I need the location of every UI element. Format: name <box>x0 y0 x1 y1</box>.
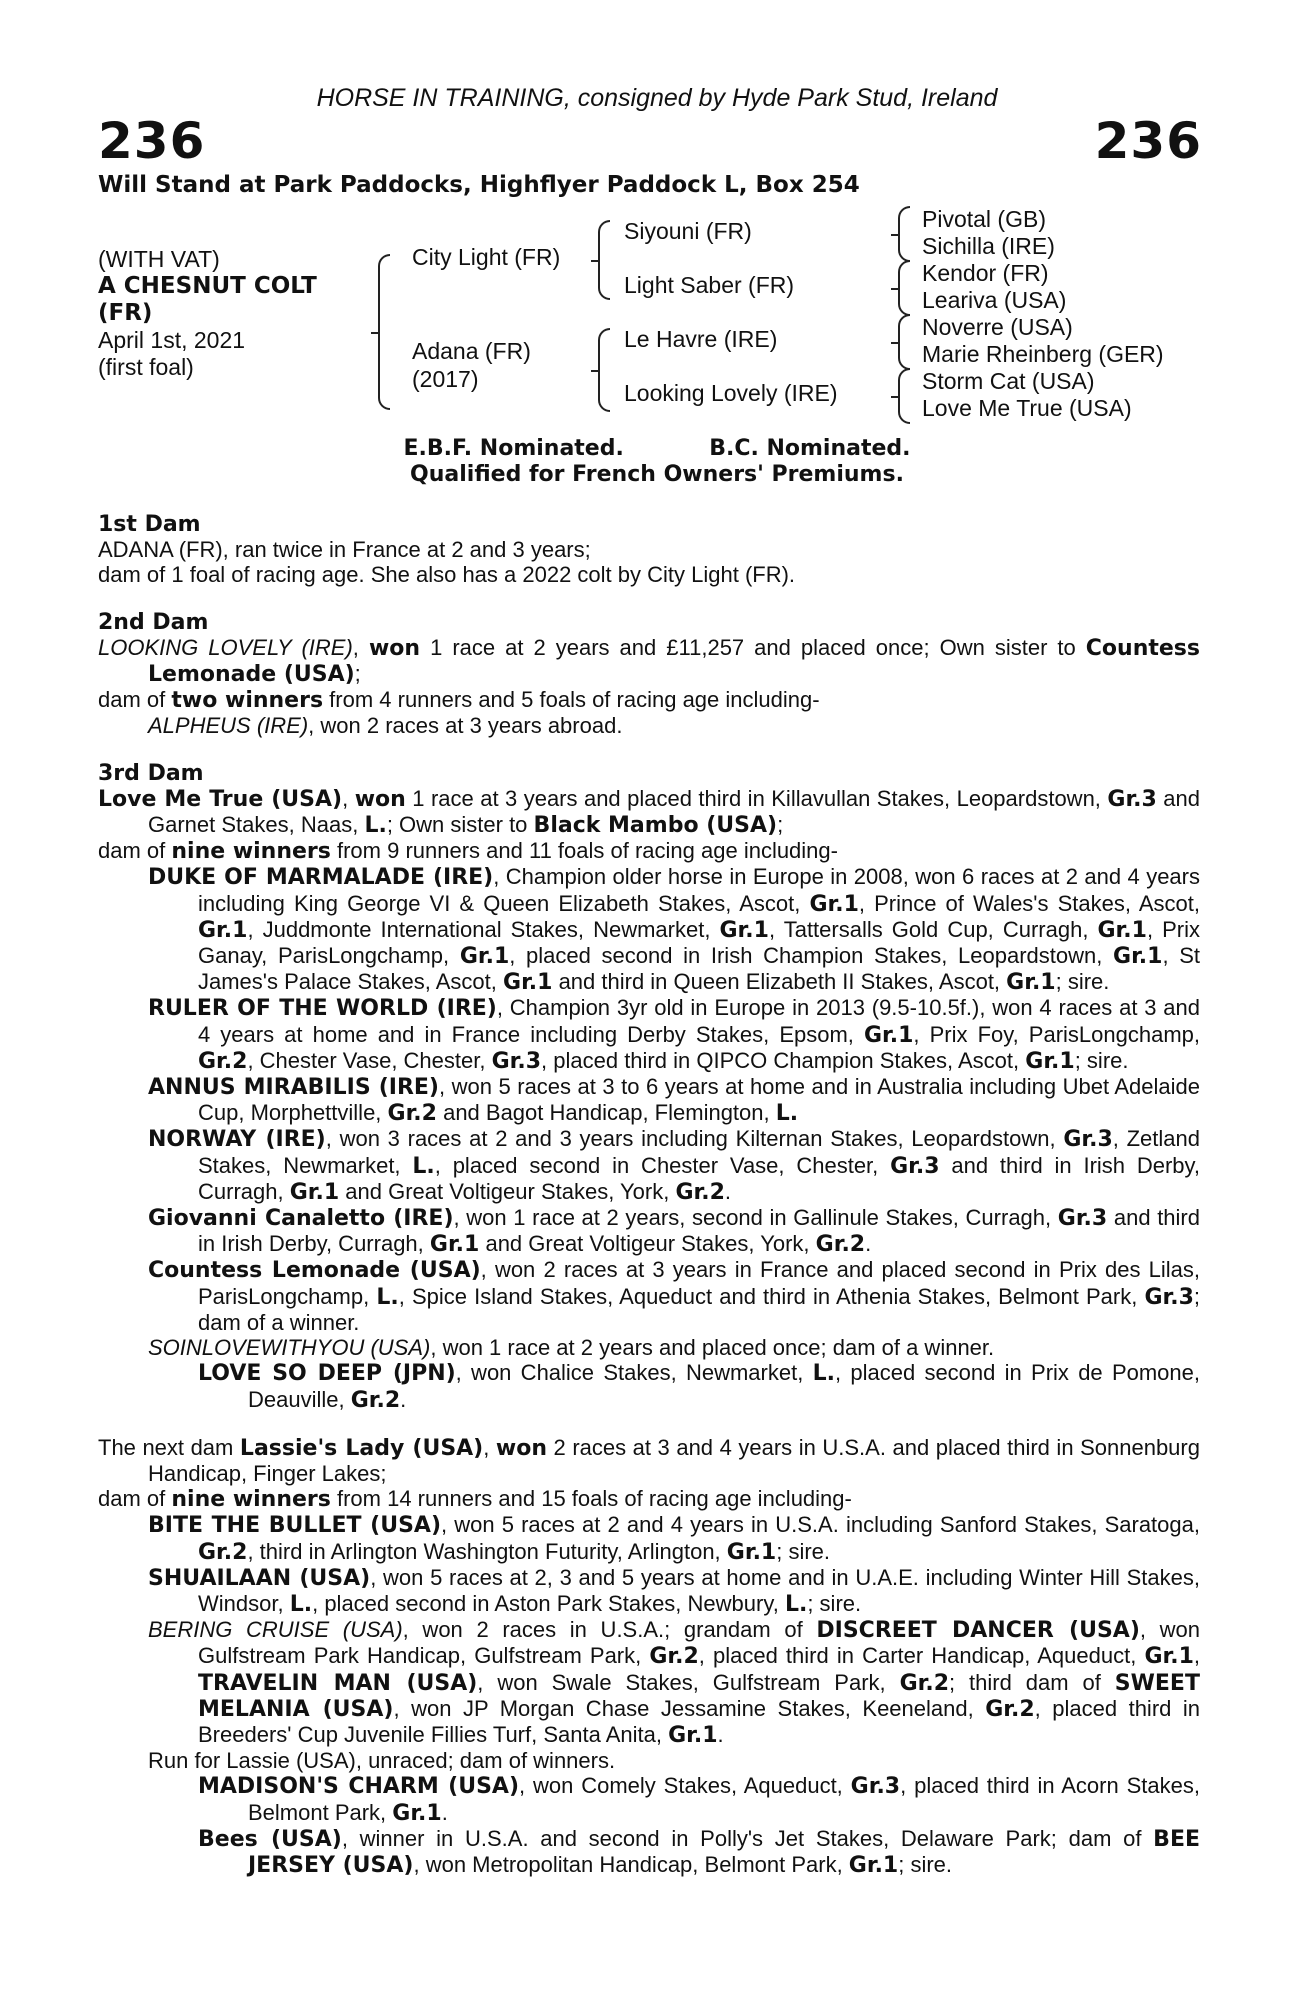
bc-nominated: B.C. Nominated. <box>709 436 911 461</box>
foal-note: (first foal) <box>98 354 194 380</box>
second-dam-text: LOOKING LOVELY (IRE), won 1 race at 2 years and £11,257 and placed once; Own sister to Countess Lemonade (USA); <box>98 634 1200 688</box>
produce-entry: BITE THE BULLET (USA), won 5 races at 2 and 4 years in U.S.A. including Sanford Stakes, Saratoga, Gr.2, third in Arlington Washington Futurity, Arlington, Gr.1; sire. <box>148 1512 1200 1565</box>
produce-entry: Run for Lassie (USA), unraced; dam of winners. <box>148 1748 616 1774</box>
dam: Adana (FR) <box>412 338 531 364</box>
lot-number-left: 236 <box>98 112 206 170</box>
produce-entry: ANNUS MIRABILIS (IRE), won 5 races at 3 to 6 years at home and in Australia including Ubet Adelaide Cup, Morphettville, Gr.2 and Bagot Handicap, Flemington, L. <box>148 1074 1200 1127</box>
pedigree-brace-sire <box>598 220 610 300</box>
pedigree-brace-g3-2 <box>898 260 910 316</box>
french-premiums: Qualified for French Owners' Premiums. <box>410 462 904 487</box>
produce-entry: NORWAY (IRE), won 3 races at 2 and 3 years including Kilternan Stakes, Leopardstown, Gr.3, Zetland Stakes, Newmarket, L., placed second in Chester Vase, Chester, Gr.3 and third in Irish Derby, Curragh, Gr.1 and Great Voltigeur Stakes, York, Gr.2. <box>148 1126 1200 1205</box>
second-dam-text: dam of two winners from 4 runners and 5 foals of racing age including- <box>98 687 820 714</box>
pedigree-brace-dam <box>598 328 610 412</box>
produce-entry: LOVE SO DEEP (JPN), won Chalice Stakes, Newmarket, L., placed second in Prix de Pomone, Deauville, Gr.2. <box>198 1360 1200 1413</box>
g3-ancestor: Kendor (FR) <box>922 260 1049 286</box>
produce-entry: RULER OF THE WORLD (IRE), Champion 3yr old in Europe in 2013 (9.5-10.5f.), won 4 races at 3 and 4 years at home and in France including Derby Stakes, Epsom, Gr.1, Prix Foy, ParisLongchamp, Gr.2, Chester Vase, Chester, Gr.3, placed third in QIPCO Champion Stakes, Ascot, Gr.1; sire. <box>148 995 1200 1074</box>
foaling-date: April 1st, 2021 <box>98 327 246 353</box>
pedigree-brace-g3-4 <box>898 368 910 424</box>
lot-number-right: 236 <box>1094 112 1202 170</box>
third-dam-text: Love Me True (USA), won 1 race at 3 years and placed third in Killavullan Stakes, Leopardstown, Gr.3 and Garnet Stakes, Naas, L.; Own sister to Black Mambo (USA); <box>98 785 1200 839</box>
sire: City Light (FR) <box>412 244 561 270</box>
third-dam-heading: 3rd Dam <box>98 760 204 786</box>
produce-entry: Countess Lemonade (USA), won 2 races at 3 years in France and placed second in Prix des Lilas, ParisLongchamp, L., Spice Island Stakes, Aqueduct and third in Athenia Stakes, Belmont Park, Gr.3; dam of a winner. <box>148 1257 1201 1335</box>
g3-ancestor: Storm Cat (USA) <box>922 368 1095 394</box>
produce-entry: SHUAILAAN (USA), won 5 races at 2, 3 and 5 years at home and in U.A.E. including Winter Hill Stakes, Windsor, L., placed second in Aston Park Stakes, Newbury, L.; sire. <box>148 1564 1200 1617</box>
produce-entry: Bees (USA), winner in U.S.A. and second in Polly's Jet Stakes, Delaware Park; dam of BEE JERSEY (USA), won Metropolitan Handicap, Belmont Park, Gr.1; sire. <box>198 1825 1200 1878</box>
pedigree-brace-g3-3 <box>898 314 910 370</box>
produce-entry: Giovanni Canaletto (IRE), won 1 race at 2 years, second in Gallinule Stakes, Curragh, Gr.3 and third in Irish Derby, Curragh, Gr.1 and Great Voltigeur Stakes, York, Gr.2. <box>148 1205 1200 1258</box>
g3-ancestor: Love Me True (USA) <box>922 395 1132 421</box>
produce-entry: MADISON'S CHARM (USA), won Comely Stakes, Aqueduct, Gr.3, placed third in Acorn Stakes, Belmont Park, Gr.1. <box>198 1773 1200 1826</box>
g3-ancestor: Leariva (USA) <box>922 287 1067 313</box>
g3-ancestor: Marie Rheinberg (GER) <box>922 341 1164 367</box>
consignment-line: HORSE IN TRAINING, consigned by Hyde Park Stud, Ireland <box>316 84 998 112</box>
ebf-nominated: E.B.F. Nominated. <box>403 436 624 461</box>
dam-year: (2017) <box>412 366 479 392</box>
pedigree-brace-main <box>378 254 390 410</box>
g3-ancestor: Sichilla (IRE) <box>922 233 1055 259</box>
dam-sire: Le Havre (IRE) <box>624 326 778 352</box>
second-dam-produce: ALPHEUS (IRE), won 2 races at 3 years abroad. <box>148 713 623 739</box>
first-dam-text: ADANA (FR), ran twice in France at 2 and 3 years; <box>98 537 591 563</box>
produce-entry: BERING CRUISE (USA), won 2 races in U.S.A.; grandam of DISCREET DANCER (USA), won Gulfstream Park Handicap, Gulfstream Park, Gr.2, placed third in Carter Handicap, Aqueduct, Gr.1, TRAVELIN MAN (USA), won Swale Stakes, Gulfstream Park, Gr.2; third dam of SWEET MELANIA (USA), won JP Morgan Chase Jessamine Stakes, Keeneland, Gr.2, placed third in Breeders' Cup Juvenile Fillies Turf, Santa Anita, Gr.1. <box>148 1617 1200 1748</box>
next-dam-text: dam of nine winners from 14 runners and 15 foals of racing age including- <box>98 1486 852 1513</box>
nomination-line <box>0 436 1314 461</box>
horse-description <box>98 246 317 381</box>
g3-ancestor: Pivotal (GB) <box>922 206 1046 232</box>
vat-note: (WITH VAT) <box>98 246 220 272</box>
horse-sex-colour: A CHESNUT COLT <box>98 273 317 299</box>
catalogue-body <box>98 512 1200 1878</box>
first-dam-heading: 1st Dam <box>98 512 201 537</box>
second-dam-heading: 2nd Dam <box>98 609 209 635</box>
produce-entry: DUKE OF MARMALADE (IRE), Champion older horse in Europe in 2008, won 6 races at 2 and 4 years including King George VI & Queen Elizabeth Stakes, Ascot, Gr.1, Prince of Wales's Stakes, Ascot, Gr.1, Juddmonte International Stakes, Newmarket, Gr.1, Tattersalls Gold Cup, Curragh, Gr.1, Prix Ganay, ParisLongchamp, Gr.1, placed second in Irish Champion Stakes, Leopardstown, Gr.1, St James's Palace Stakes, Ascot, Gr.1 and third in Queen Elizabeth II Stakes, Ascot, Gr.1; sire. <box>148 864 1201 996</box>
next-dam-text: The next dam Lassie's Lady (USA), won 2 races at 3 and 4 years in U.S.A. and placed third in Sonnenburg Handicap, Finger Lakes; <box>98 1434 1200 1486</box>
first-dam-text: dam of 1 foal of racing age. She also has a 2022 colt by City Light (FR). <box>98 562 796 588</box>
dam-dam: Looking Lovely (IRE) <box>624 380 838 406</box>
third-dam-text: dam of nine winners from 9 runners and 11 foals of racing age including- <box>98 838 838 865</box>
sire-dam: Light Saber (FR) <box>624 272 795 298</box>
produce-entry: SOINLOVEWITHYOU (USA), won 1 race at 2 years and placed once; dam of a winner. <box>148 1335 995 1361</box>
pedigree-brace-g3-1 <box>898 206 910 262</box>
g3-ancestor: Noverre (USA) <box>922 314 1073 340</box>
horse-country: (FR) <box>98 300 153 326</box>
stabling-location: Will Stand at Park Paddocks, Highflyer Paddock L, Box 254 <box>98 172 860 198</box>
sire-sire: Siyouni (FR) <box>624 218 752 244</box>
